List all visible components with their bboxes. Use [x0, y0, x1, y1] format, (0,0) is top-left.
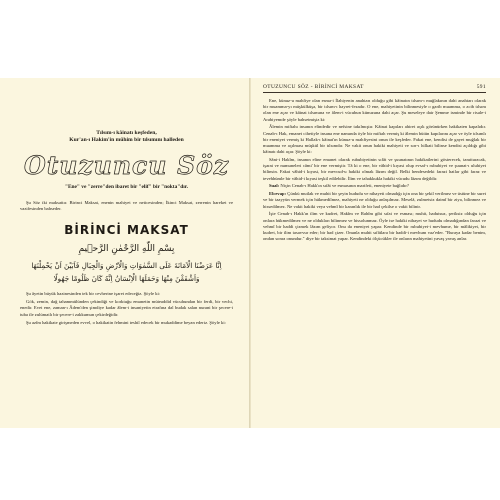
quran-verse: اِنَّا عَرَضْنَا الْاَمَانَةَ عَلَى السَّمٰوَاتِ وَالْاَرْضِ وَالْجِبَالِ فَاَبَيْنَ اَنْ يَحْمِلْنَهَا وَاَشْفَقْنَ مِنْهَا وَحَمَلَهَا الْاِنْسَانُ اِنَّهُ كَانَ ظَلُومًا جَهُولًا: [31, 260, 222, 283]
right-page: [251, 78, 500, 428]
chapter-title: Otuzuncu Söz: [23, 150, 230, 180]
intro-line-2: Kur'an-ı Hakim'in mühim bir tılsımını halleden: [69, 137, 184, 144]
right-paragraph-2: Âlemin miftahı insanın elindedir ve nefsine takılmıştır. Kâinat kapıları ahiret açık görünürken hakikaten kapalıdır. Cenab-ı Hak, emanet cihetiyle insana ene namında öyle bir miftah vermiş ki âlemin bütün kapılarını açar ve öyle tılsımlı bir eneniyet vermiş ki Hallak-ı kâinat'ın künuz-u mahfiyesini onun ile keşfeder. Fakat ene, kendisi de gayet muğlak bir muamma ve açılması müşkül bir tılsımdır. Ne vakit onun hakiki mahiyeti ve sırr-ı hilkati bilinse kendisi açıldığı gibi kâinatı dahi açar. Şöyle ki:: [263, 124, 486, 155]
intro-paragraph: Şu Söz iki maksattır. Birinci Maksat, enenin mahiyet ve neticesinden; İkinci Maksat, zerrenin hareket ve vazifesinden bahseder.: [20, 199, 233, 212]
left-paragraph-2: Şu âyetin büyük hazinesinden tek bir cevherine işaret edeceğiz. Şöyle ki:: [26, 290, 161, 296]
left-paragraph-3: Gök, zemin, dağ tahammülünden çekindiği ve korktuğu emanetin müteaddid vücuhundan bir ferdi, bir vechi, enedir. Evet ene, zaman-ı Âdem'den şimdiye kadar âlem-i insaniyetin etrafına dal budak salan nurani bir şecere-i tuba ile zulümatlı bir şecere-i zakkumun çekirdeğidir.: [20, 299, 233, 317]
page-number: 591: [476, 84, 486, 90]
question-paragraph: [263, 183, 486, 189]
chapter-motto: "Ene" ve "zerre"den ibaret bir "elif" bir "nokta"dır.: [64, 183, 189, 190]
answer-text: Çünkü mutlak ve muhit bir şeyin hududu ve nihayeti olmadığı için ona bir şekil verilmez ve üstüne bir suret ve bir taayyün vermek için hükmedilmez, mahiyeti ne olduğu anlaşılmaz. Meselâ, zulmetsiz daimî bir ziya, bilinmez ve hissedilmez. Ne vakit hakiki veya vehmî bir karanlık ile bir had çekilse o vakit bilinir.: [263, 191, 487, 209]
answer-label: Elcevap:: [269, 191, 287, 197]
right-paragraph-6: İşte Cenab-ı Hakk'ın ilim ve kudret, Hakîm ve Rahîm gibi sıfat ve esması; muhit, hadutsuz, şeriksiz olduğu için onlara hükmedilmez ve ne oldukları bilinmez ve hissolunmaz. Öyle ise hakiki nihayet ve hududu olmadığından farazi ve vehmî bir haddi çizmek lâzım geliyor. Onu da eneniyet yapar. Kendinde bir rububiyet-i mevhume, bir mâlikiyet, bir kudret, bir ilim tasavvur eder; bir had çizer. Onunla muhit sıfâtlara bir haddi-i mevhum vaz'eder. "Buraya kadar benim, ondan sonra onundur." diye bir taksimat yapar. Kendindeki ölçücükler ile onların mahiyetini yavaş yavaş anlar.: [263, 211, 486, 242]
answer-paragraph: [263, 191, 486, 210]
left-paragraph-4: Şu azîm hakikate girişmeden evvel, o hakikatin fehmini teshil edecek bir mukaddime beyan ederiz. Şöyle ki:: [26, 320, 226, 326]
right-paragraph-1: Ene, künuz-u mahfiye olan esma-i İlahiyenin anahtarı olduğu gibi kâinatın tılsım-ı muğlakının dahi anahtarı olarak bir muamma-yı müşkülküşa, bir tılsım-ı hayret-fezadır. O ene, mahiyetinin bilinmesiyle o garib muamma, o acib tılsım olan ene açar ve kâinat tılsımına ve âlem-i vücubun künuzuna dahi açar. Şu meseleye dair Şemme isminde bir risale-i Arabiyemde şöyle bahsetmişiz ki:: [263, 98, 486, 122]
question-label: Sual:: [269, 183, 280, 189]
running-header-title: OTUZUNCU SÖZ - BİRİNCİ MAKSAT: [263, 84, 364, 90]
basmala: بِسْمِ اللّٰهِ الرَّحْمٰنِ الرَّح۪يمِ: [78, 243, 175, 254]
left-page: [0, 78, 249, 428]
arabic-verse-block: [24, 243, 229, 285]
right-paragraph-3: Sâni-i Hakîm, insanın eline emanet olarak rububiyetinin sıfât ve şuunatının hakikatlerini gösterecek, tanıtturacak, işarat ve numuneleri câmi' bir ene vermiştir. Tâ ki o ene, bir vâhid-i kıyasi olup evsaf-ı rububiyet ve şuunat-ı uluhiyet bilinsin. Fakat vâhid-i kıyasi, bir mevcud-u hakiki olmak lâzım değil. Belki hendesedeki farazi hatlar gibi faraz ve tevehhümle bir vâhid-i kıyasi teşkil edilebilir. İlim ve tahakkukla hakiki vücudu lâzım değildir.: [263, 157, 486, 181]
section-heading: BİRİNCİ MAKSAT: [64, 222, 189, 237]
running-header: [263, 84, 486, 93]
question-text: Niçin Cenab-ı Hakk'ın sıfât ve esmasının marifeti, eneniyete bağlıdır?: [280, 183, 409, 189]
intro-line-1: Tılsım-ı kâinatı keşfeden,: [96, 130, 157, 136]
